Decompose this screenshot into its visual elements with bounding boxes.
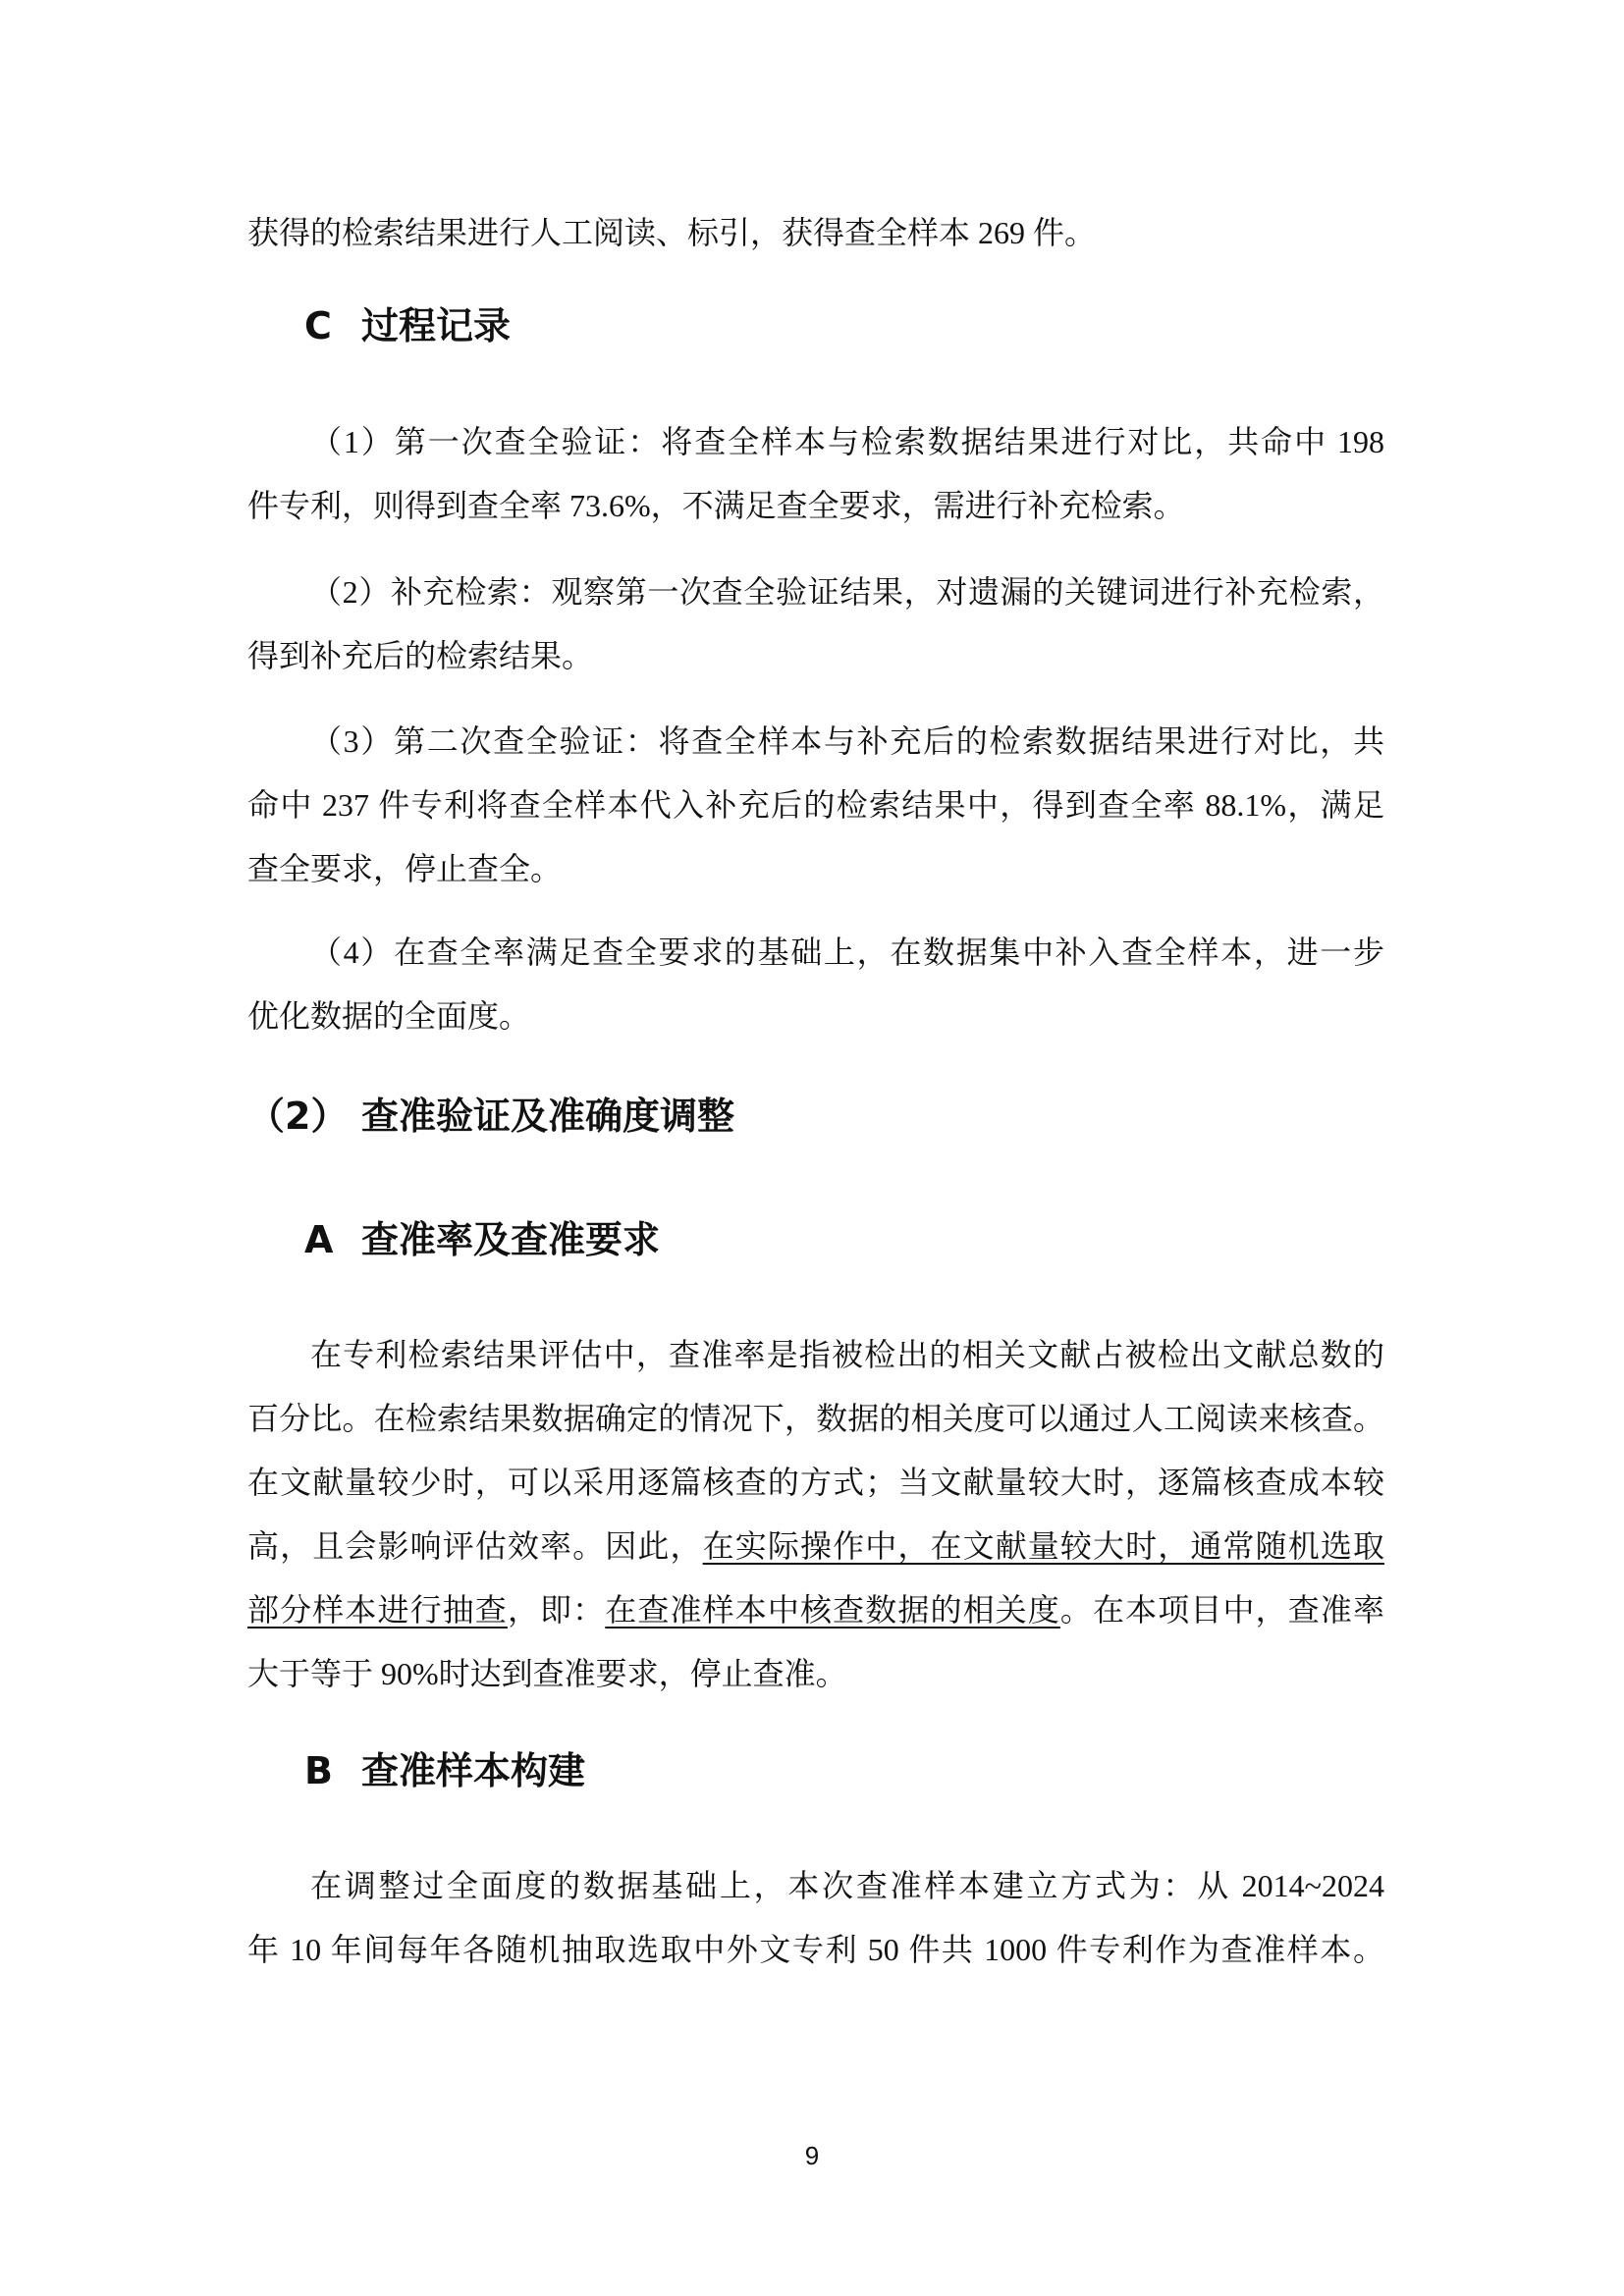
process-item-3 bbox=[247, 710, 1384, 901]
text-segment: 。在本项目中，查准率 bbox=[1059, 1592, 1384, 1628]
text-segment: 在文献量较少时，可以采用逐篇核查的方式；当文献量较大时，逐篇核查成本较 bbox=[247, 1465, 1384, 1500]
process-item-2 bbox=[247, 561, 1384, 688]
precision-paragraph bbox=[247, 1323, 1384, 1706]
text-segment: 百分比。在检索结果数据确定的情况下，数据的相关度可以通过人工阅读来核查。 bbox=[247, 1401, 1384, 1436]
text-segment: 高，且会影响评估效率。因此， bbox=[247, 1528, 703, 1564]
paragraph-line bbox=[247, 1515, 1384, 1578]
text-segment: 在专利检索结果评估中，查准率是指被检出的相关文献占被检出文献总数的 bbox=[310, 1337, 1384, 1372]
section-label: C bbox=[304, 304, 332, 347]
section-title: 过程记录 bbox=[361, 304, 512, 347]
paragraph-line: （4）在查全率满足查全要求的基础上，在数据集中补入查全样本，进一步 bbox=[310, 934, 1384, 970]
paragraph-line: 优化数据的全面度。 bbox=[247, 998, 531, 1034]
paragraph-line: 命中 237 件专利将查全样本代入补充后的检索结果中，得到查全率 88.1%，满足 bbox=[247, 787, 1384, 823]
paragraph-line: 年 10 年间每年各随机抽取选取中外文专利 50 件共 1000 件专利作为查准样本。 bbox=[247, 1932, 1384, 1967]
paragraph-line bbox=[247, 1387, 1384, 1451]
section-label: （2） bbox=[247, 1095, 349, 1138]
process-item-1 bbox=[247, 410, 1384, 538]
section-title: 查准率及查准要求 bbox=[361, 1218, 661, 1261]
process-item-4 bbox=[247, 921, 1384, 1048]
section-heading-a bbox=[304, 1208, 660, 1272]
underlined-segment: 在实际操作中，在文献量较大时，通常随机选取 bbox=[702, 1528, 1384, 1564]
paragraph-line: 查全要求，停止查全。 bbox=[247, 851, 563, 886]
continuation-paragraph bbox=[247, 201, 1384, 265]
section-heading-2 bbox=[247, 1085, 734, 1148]
page-number: 9 bbox=[804, 2141, 820, 2170]
underlined-segment: 在查准样本中核查数据的相关度 bbox=[605, 1592, 1060, 1628]
sample-build-paragraph bbox=[247, 1854, 1384, 1982]
text-segment: 大于等于 90%时达到查准要求，停止查准。 bbox=[247, 1656, 847, 1691]
paragraph-line bbox=[247, 1578, 1384, 1642]
paragraph-line: 在调整过全面度的数据基础上，本次查准样本建立方式为：从 2014~2024 bbox=[310, 1868, 1384, 1903]
section-heading-b bbox=[304, 1739, 585, 1803]
paragraph-line: （2）补充检索：观察第一次查全验证结果，对遗漏的关键词进行补充检索， bbox=[310, 574, 1384, 610]
paragraph-line: （3）第二次查全验证：将查全样本与补充后的检索数据结果进行对比，共 bbox=[310, 723, 1384, 759]
section-title: 查准验证及准确度调整 bbox=[361, 1095, 735, 1138]
section-label: A bbox=[304, 1218, 334, 1261]
paragraph-line: （1）第一次查全验证：将查全样本与检索数据结果进行对比，共命中 198 bbox=[310, 424, 1384, 459]
section-heading-c bbox=[304, 294, 511, 358]
paragraph-line bbox=[247, 1451, 1384, 1515]
paragraph-line: 得到补充后的检索结果。 bbox=[247, 638, 594, 673]
underlined-segment: 部分样本进行抽查 bbox=[247, 1592, 508, 1628]
section-title: 查准样本构建 bbox=[361, 1749, 586, 1792]
section-label: B bbox=[304, 1749, 333, 1792]
paragraph-line: 获得的检索结果进行人工阅读、标引，获得查全样本 269 件。 bbox=[247, 215, 1097, 250]
paragraph-line: 件专利，则得到查全率 73.6%，不满足查全要求，需进行补充检索。 bbox=[247, 488, 1185, 523]
paragraph-line bbox=[247, 1642, 1384, 1706]
paragraph-line bbox=[247, 1323, 1384, 1387]
text-segment: ，即： bbox=[507, 1592, 606, 1628]
